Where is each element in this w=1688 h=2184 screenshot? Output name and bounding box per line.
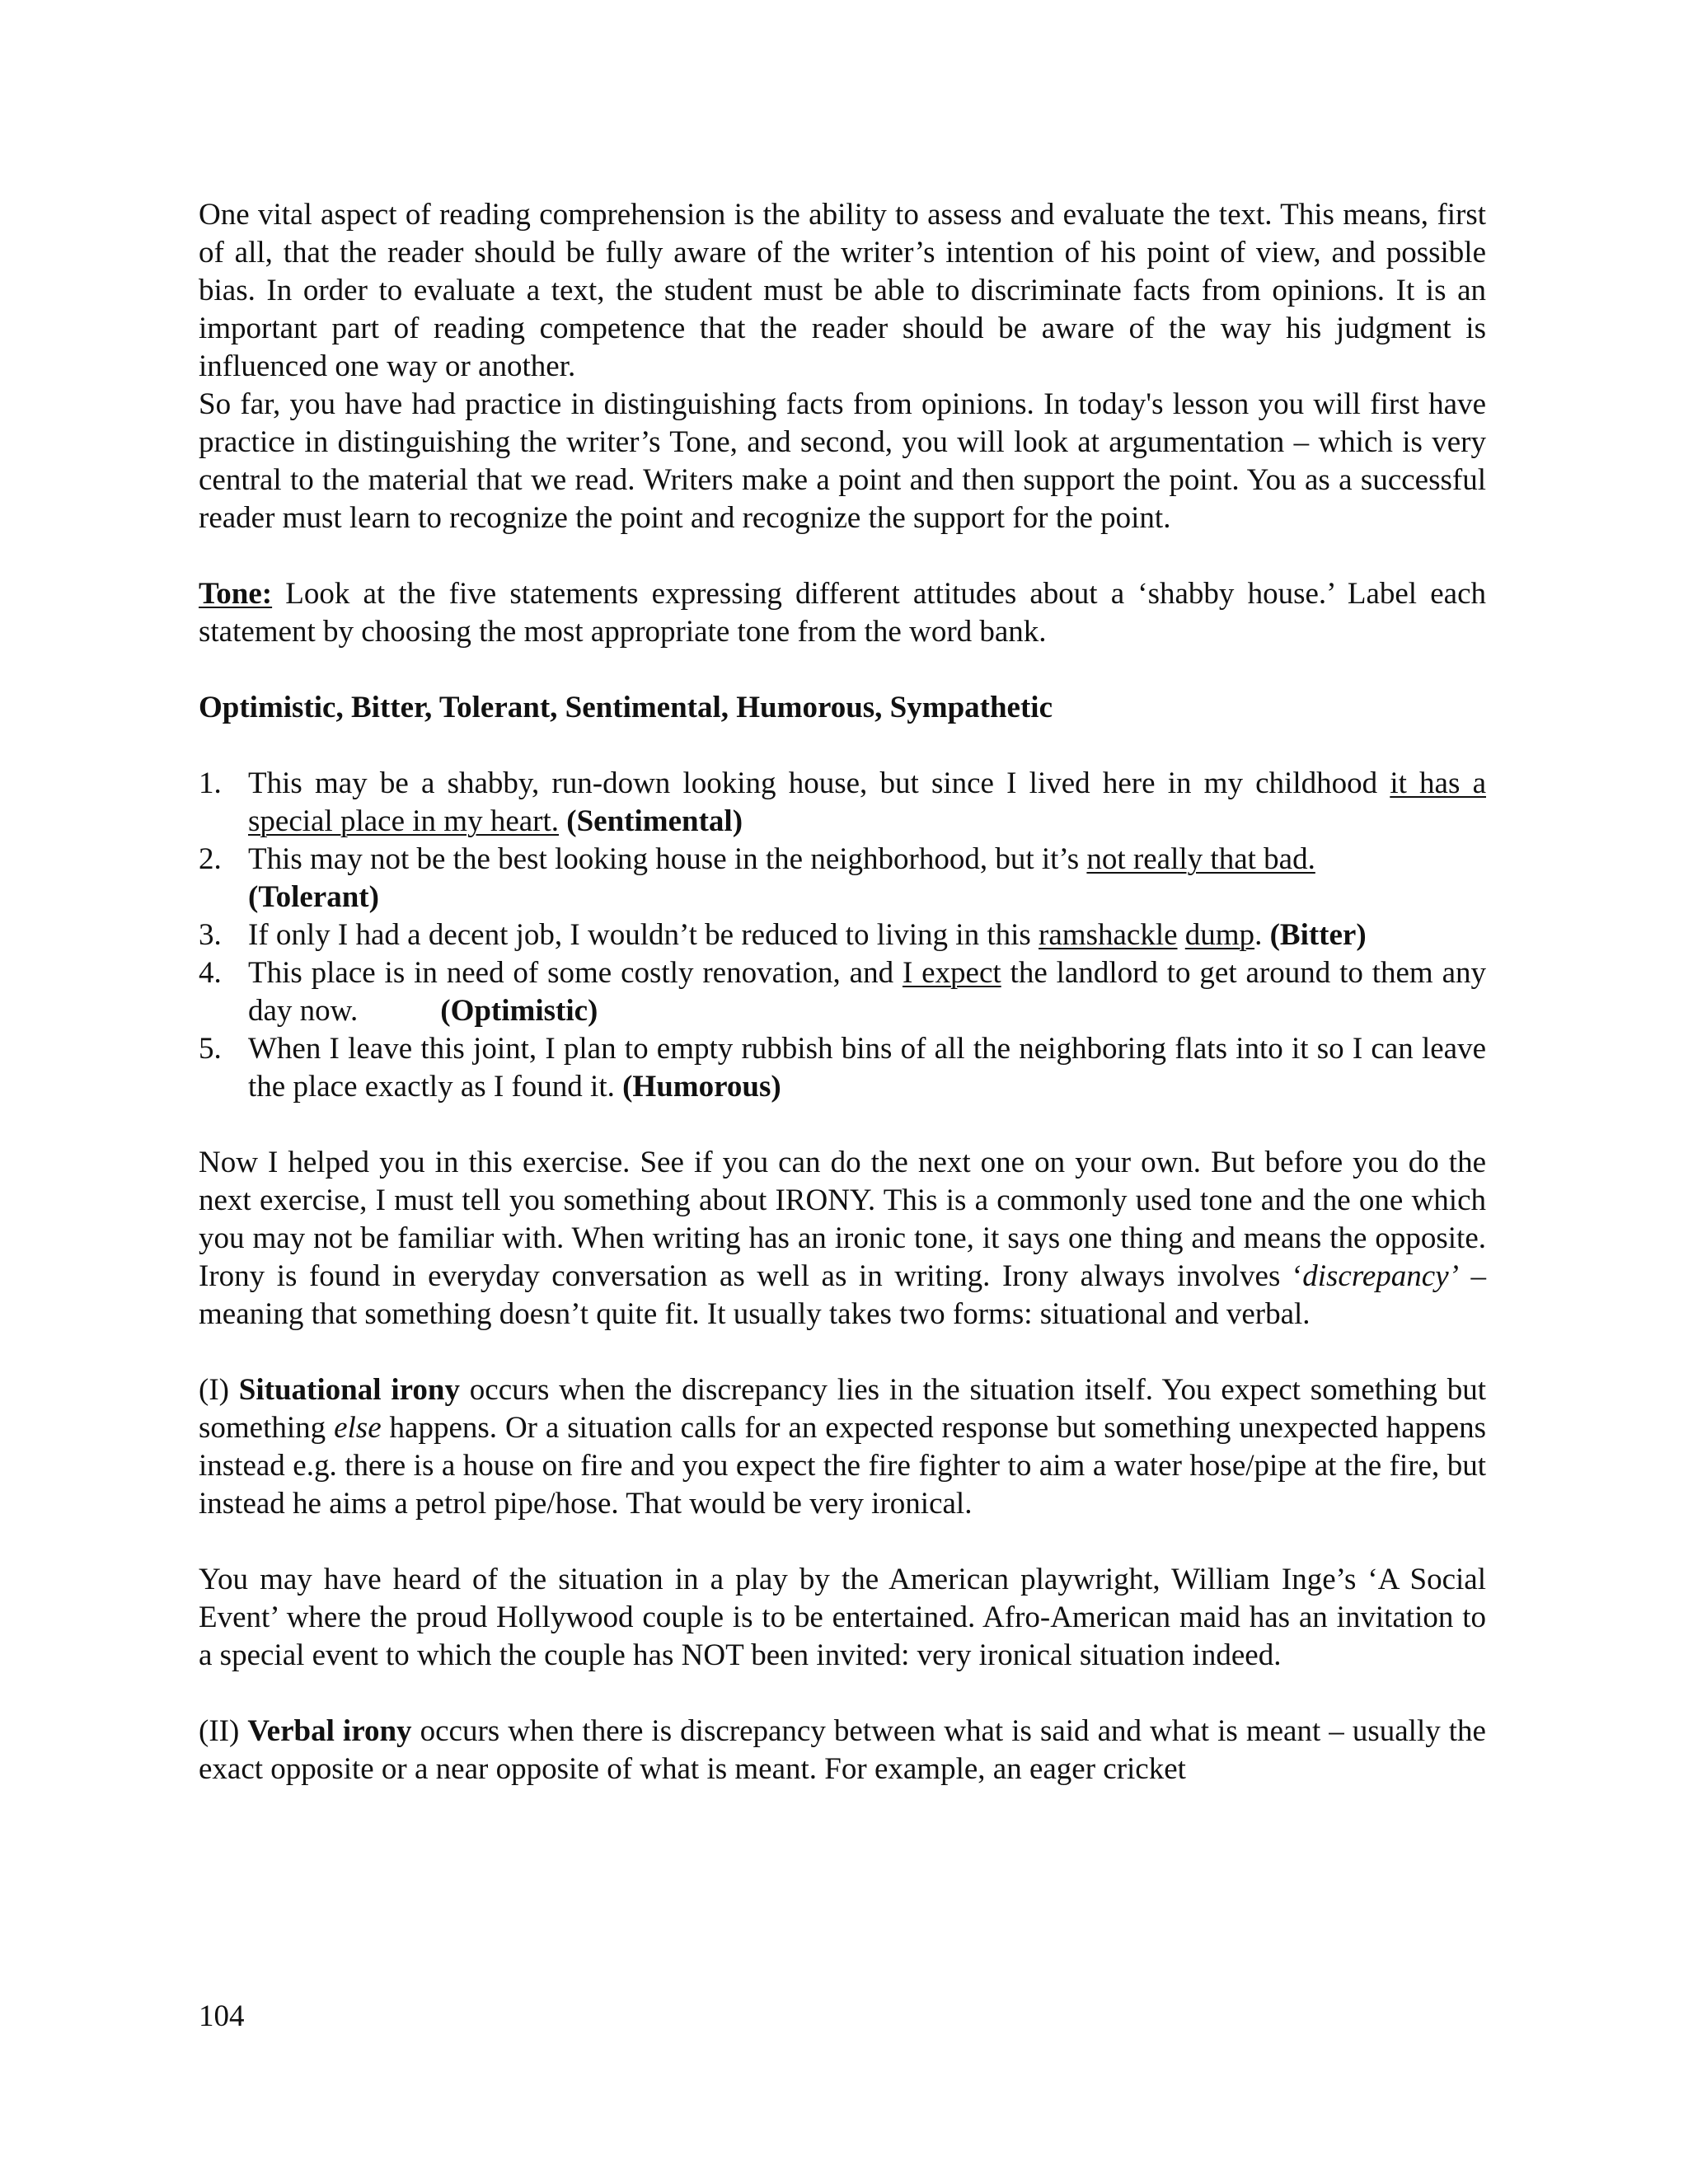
- verbal-irony-term: Verbal irony: [247, 1714, 412, 1748]
- tone-answer: (Bitter): [1269, 918, 1367, 952]
- situational-prefix: (I): [199, 1373, 239, 1407]
- word-bank: Optimistic, Bitter, Tolerant, Sentimental, Humorous, Sympathetic: [199, 691, 1053, 724]
- statement-underlined: not really that bad.: [1086, 842, 1315, 876]
- statement-text: If only I had a decent job, I wouldn’t be reduced to living in this: [248, 918, 1039, 952]
- item-number: 2.: [199, 842, 222, 876]
- tone-statements-list: [199, 765, 1486, 1106]
- tone-answer: (Optimistic): [440, 994, 598, 1028]
- intro-paragraph-1: One vital aspect of reading comprehension is the ability to assess and evaluate the text. This means, first of all, that the reader should be fully aware of the writer’s intention of his point of view, and possible bias. In order to evaluate a text, the student must be able to discriminate facts from opinions. It is an important part of reading competence that the reader should be aware of the way his judgment is influenced one way or another.: [199, 198, 1486, 383]
- situational-text-2: happens. Or a situation calls for an expected response but something unexpected happens instead e.g. there is a house on fire and you expect the fire fighter to aim a water hose/pipe at the fire, but instead he aims a petrol pipe/hose. That would be very ironical.: [199, 1411, 1486, 1521]
- verbal-prefix: (II): [199, 1714, 248, 1748]
- statement-text: .: [1254, 918, 1270, 952]
- list-item: [199, 1030, 1486, 1106]
- page-number: 104: [199, 1999, 245, 2033]
- spacer: [199, 727, 1486, 765]
- spacer: [199, 1675, 1486, 1713]
- else-emphasis: else: [334, 1411, 382, 1445]
- statement-text: This may not be the best looking house in the neighborhood, but it’s: [248, 842, 1087, 876]
- situational-text: occurs when the discrepancy lies in the situation itself. You expect something but something: [199, 1373, 1486, 1445]
- statement-text: When I leave this joint, I plan to empty rubbish bins of all the neighboring flats into it so I can leave the place exactly as I found it.: [248, 1032, 1486, 1104]
- discrepancy-term: discrepancy’: [1302, 1259, 1459, 1293]
- spacer: [199, 1106, 1486, 1144]
- statement-text: the landlord to get around to them any day now.: [248, 956, 1486, 1028]
- statement-text: This may be a shabby, run-down looking house, but since I lived here in my childhood: [248, 766, 1390, 800]
- spacer: [199, 1523, 1486, 1561]
- irony-intro-text-2: – meaning that something doesn’t quite fit. It usually takes two forms: situational and verbal.: [199, 1259, 1486, 1331]
- irony-intro-text: Now I helped you in this exercise. See if you can do the next one on your own. But before you do the next exercise, I must tell you something about IRONY. This is a commonly used tone and the one which you may not be familiar with. When writing has an ironic tone, it says one thing and means the opposite. Irony is found in everyday conversation as well as in writing. Irony always involves ‘: [199, 1146, 1486, 1293]
- tone-answer: (Humorous): [622, 1070, 781, 1104]
- tone-heading: Tone:: [199, 577, 273, 611]
- tone-answer: (Tolerant): [248, 880, 379, 914]
- statement-text: This place is in need of some costly renovation, and: [248, 956, 903, 990]
- tone-answer: (Sentimental): [559, 804, 743, 838]
- intro-paragraph-2: So far, you have had practice in distinguishing facts from opinions. In today's lesson you will first have practice in distinguishing the writer’s Tone, and second, you will look at argumentation – which is very central to the material that we read. Writers make a point and then support the point. You as a successful reader must learn to recognize the point and recognize the support for the point.: [199, 387, 1486, 535]
- tone-instruction-paragraph: [199, 575, 1486, 651]
- item-number: 1.: [199, 766, 222, 800]
- tone-instruction: Look at the five statements expressing different attitudes about a ‘shabby house.’ Label each statement by choosing the most appropriate tone from the word bank.: [199, 577, 1486, 649]
- list-item: [199, 841, 1486, 916]
- verbal-irony-paragraph: [199, 1713, 1486, 1788]
- verbal-text: occurs when there is discrepancy between what is said and what is meant – usually the exact opposite or a near opposite of what is meant. For example, an eager cricket: [199, 1714, 1486, 1786]
- statement-underlined: I expect: [902, 956, 1001, 990]
- situational-irony-term: Situational irony: [238, 1373, 460, 1407]
- spacer: [199, 1333, 1486, 1371]
- item-number: 5.: [199, 1032, 222, 1066]
- irony-intro-paragraph: [199, 1144, 1486, 1333]
- statement-underlined: it has a special place in my heart.: [248, 766, 1486, 838]
- list-item: [199, 916, 1486, 954]
- item-number: 3.: [199, 918, 222, 952]
- spacer: [199, 651, 1486, 689]
- list-item: [199, 954, 1486, 1030]
- page-body: [199, 196, 1486, 1788]
- play-example-paragraph: You may have heard of the situation in a play by the American playwright, William Inge’s ‘A Social Event’ where the proud Hollywood couple is to be entertained. Afro-American maid has an invitation to a special event to which the couple has NOT been invited: very ironical situation indeed.: [199, 1563, 1486, 1672]
- item-number: 4.: [199, 956, 222, 990]
- statement-underlined: ramshackle: [1039, 918, 1178, 952]
- list-item: [199, 765, 1486, 841]
- statement-underlined: dump: [1184, 918, 1255, 952]
- situational-irony-paragraph: [199, 1371, 1486, 1523]
- spacer: [199, 537, 1486, 575]
